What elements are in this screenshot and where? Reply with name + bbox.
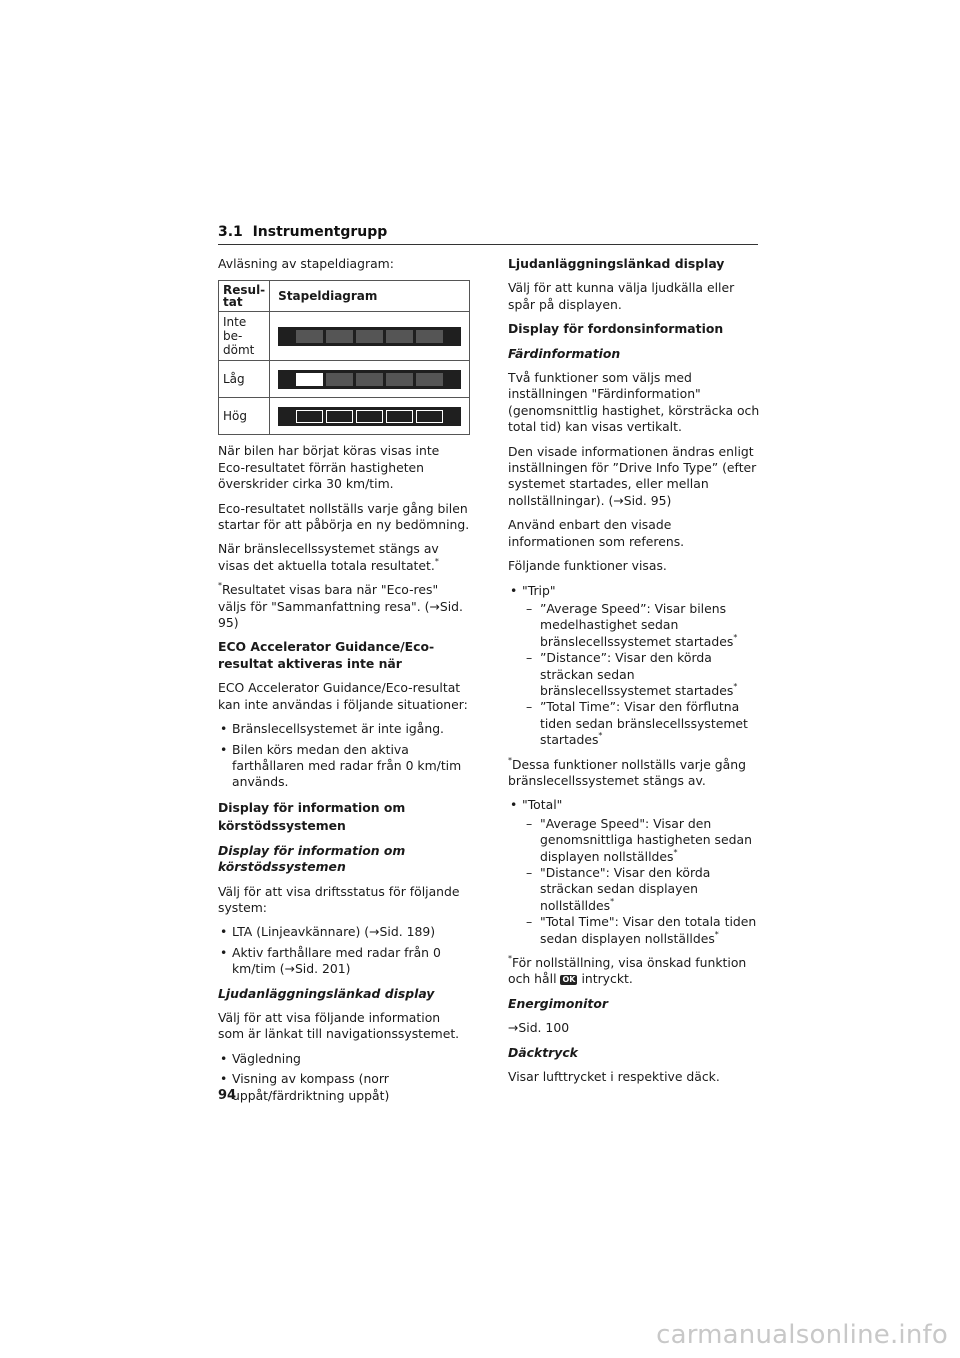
right-column bbox=[508, 256, 760, 1093]
list-item-text: "Total Time": Visar den totala tiden sedan displayen nollställdes bbox=[540, 914, 757, 946]
header-divider bbox=[218, 244, 758, 245]
list-item-total bbox=[508, 797, 760, 947]
bar-segment bbox=[386, 373, 413, 386]
list-item: • Vägledning bbox=[218, 1051, 470, 1067]
footnote-mark: * bbox=[673, 847, 678, 857]
bullet-list bbox=[508, 797, 760, 947]
bar-segment bbox=[416, 330, 443, 343]
list-item-text: ”Distance”: Visar den körda sträckan sedan bränslecellssystemet startades bbox=[540, 650, 734, 698]
footnote-mark: * bbox=[610, 896, 615, 906]
bar-segment-lit bbox=[296, 410, 323, 423]
paragraph: ECO Accelerator Guidance/Eco-resultat kan inte användas i följande situationer: bbox=[218, 680, 468, 712]
header-bar-chart: Stapeldiagram bbox=[270, 281, 470, 312]
list-item-trip bbox=[508, 583, 760, 749]
bar-segment bbox=[386, 330, 413, 343]
subheading-trip-info: Färdinformation bbox=[508, 345, 621, 361]
ok-button-icon: OK bbox=[562, 975, 576, 985]
footnote-text: För nollställning, visa önskad funktion och håll bbox=[508, 955, 747, 987]
list-item: • Visning av kompass (norr uppåt/färdriktning uppåt) bbox=[218, 1071, 470, 1104]
bullet-list bbox=[218, 721, 470, 791]
paragraph: Två funktioner som väljs med inställningen "Färdinformation" (genomsnittlig hastighet, körsträcka och total tid) kan visas vertikalt. bbox=[508, 370, 760, 435]
subheading-tire-pressure: Däcktryck bbox=[508, 1044, 578, 1060]
bar-segment-lit bbox=[296, 373, 323, 386]
paragraph: Välj för att kunna välja ljudkälla eller spår på displayen. bbox=[508, 280, 735, 312]
paragraph: Välj för att visa följande information som är länkat till navigationssystemet. bbox=[218, 1009, 460, 1042]
bar-not-rated bbox=[270, 312, 470, 361]
list-item-text: ”Total Time”: Visar den förflutna tiden sedan bränslecellssystemet startades bbox=[540, 699, 748, 748]
paragraph: Välj för att visa driftsstatus för följande system: bbox=[218, 883, 460, 915]
list-item bbox=[522, 914, 760, 947]
heading-eco-inactive: ECO Accelerator Guidance/Eco-resultat aktiveras inte när bbox=[218, 639, 435, 671]
bar-graph bbox=[278, 370, 461, 389]
watermark: carmanualsonline.info bbox=[656, 1320, 948, 1350]
list-item bbox=[522, 865, 760, 914]
footnote-text: Resultatet visas bara när "Eco-res" väljs för "Sammanfattning resa". (→Sid. 95) bbox=[218, 582, 463, 631]
list-item: • Bilen körs medan den aktiva farthållaren med radar från 0 km/tim används. bbox=[218, 742, 470, 791]
table-row bbox=[219, 398, 470, 435]
footnote-mark: * bbox=[218, 581, 222, 591]
footnote bbox=[218, 582, 470, 631]
section-title bbox=[218, 224, 758, 240]
left-column bbox=[218, 256, 470, 1112]
footnote-mark: * bbox=[508, 954, 512, 964]
list-item bbox=[522, 650, 760, 699]
list-item bbox=[522, 816, 760, 865]
page-number: 94 bbox=[218, 1088, 237, 1103]
list-item-label: "Total" bbox=[522, 797, 563, 813]
row-label-not-rated: Inte be- dömt bbox=[219, 312, 270, 361]
table-row bbox=[219, 312, 470, 361]
bar-segment bbox=[326, 330, 353, 343]
bar-segment-lit bbox=[386, 410, 413, 423]
bar-segment bbox=[326, 373, 353, 386]
footnote-mark: * bbox=[714, 929, 719, 939]
bar-segment-lit bbox=[356, 410, 383, 423]
page-reference: →Sid. 100 bbox=[508, 1020, 570, 1036]
paragraph: Eco-resultatet nollställs varje gång bilen startar för att påbörja en ny bedömning. bbox=[218, 500, 470, 533]
paragraph-text: När bränslecellssystemet stängs av visas det aktuella totala resultatet. bbox=[218, 541, 439, 573]
paragraph: Använd enbart den visade informationen som referens. bbox=[508, 517, 685, 549]
list-item-text: "Average Speed": Visar den genomsnittliga hastigheten sedan displayen nollställdes bbox=[540, 815, 752, 864]
list-item-label: "Trip" bbox=[522, 582, 556, 598]
footnote-text: intryckt. bbox=[581, 971, 633, 987]
subheading-driving-support: Display för information om körstödssystemen bbox=[218, 842, 406, 875]
list-item-text: ”Average Speed”: Visar bilens medelhastighet sedan bränslecellssystemet startades bbox=[540, 600, 734, 649]
paragraph: När bilen har börjat köras visas inte Eco-resultatet förrän hastigheten överskrider cirka 30 km/tim. bbox=[218, 443, 440, 492]
list-item bbox=[522, 601, 760, 650]
list-item: • Aktiv farthållare med radar från 0 km/tim (→Sid. 201) bbox=[218, 945, 470, 978]
subheading-audio-linked: Ljudanläggningslänkad display bbox=[218, 985, 435, 1001]
bar-segment bbox=[296, 330, 323, 343]
section-name: Instrumentgrupp bbox=[252, 224, 388, 240]
list-item: • LTA (Linjeavkännare) (→Sid. 189) bbox=[218, 924, 470, 940]
bar-segment-lit bbox=[326, 410, 353, 423]
footnote-text: Dessa funktioner nollställs varje gång bränslecellssystemet stängs av. bbox=[508, 756, 746, 788]
bar-segment-lit bbox=[416, 410, 443, 423]
list-item: • Bränslecellsystemet är inte igång. bbox=[218, 721, 470, 737]
paragraph: Den visade informationen ändras enligt inställningen för ”Drive Info Type” (efter systemet startades, eller mellan nollställningar). (→Sid. 95) bbox=[508, 443, 757, 508]
row-label-low: Låg bbox=[219, 361, 270, 398]
footnote-mark: * bbox=[733, 632, 738, 642]
paragraph: Följande funktioner visas. bbox=[508, 558, 667, 574]
bar-segment bbox=[356, 330, 383, 343]
dash-list bbox=[522, 601, 760, 749]
bar-high bbox=[270, 398, 470, 435]
table-header-row bbox=[219, 281, 470, 312]
heading-driving-support: Display för information om körstödssystemen bbox=[218, 799, 406, 833]
page-header bbox=[218, 224, 758, 240]
eco-score-table bbox=[218, 280, 470, 435]
bullet-list bbox=[508, 583, 760, 749]
heading-audio-linked: Ljudanläggningslänkad display bbox=[508, 256, 725, 271]
table-intro: Avläsning av stapeldiagram: bbox=[218, 256, 394, 271]
footnote-mark: * bbox=[434, 556, 439, 566]
list-item-text: "Distance": Visar den körda sträckan sedan displayen nollställdes bbox=[540, 865, 711, 913]
footnote bbox=[508, 955, 760, 988]
bar-low bbox=[270, 361, 470, 398]
footnote-mark: * bbox=[598, 731, 603, 741]
bar-graph bbox=[278, 327, 461, 346]
bar-graph bbox=[278, 407, 461, 426]
paragraph bbox=[218, 541, 470, 574]
bullet-list bbox=[218, 924, 470, 977]
bar-segment bbox=[356, 373, 383, 386]
section-number: 3.1 bbox=[218, 224, 243, 240]
header-result: Resul- tat bbox=[219, 281, 270, 312]
heading-vehicle-info: Display för fordonsinformation bbox=[508, 321, 724, 337]
subheading-energy-monitor: Energimonitor bbox=[508, 995, 608, 1011]
footnote bbox=[508, 757, 760, 790]
paragraph: Visar lufttrycket i respektive däck. bbox=[508, 1069, 720, 1085]
bullet-list bbox=[218, 1051, 470, 1104]
dash-list bbox=[522, 816, 760, 947]
row-label-high: Hög bbox=[219, 398, 270, 435]
bar-segment bbox=[416, 373, 443, 386]
footnote-mark: * bbox=[733, 681, 738, 691]
table-row bbox=[219, 361, 470, 398]
footnote-mark: * bbox=[508, 755, 512, 765]
list-item bbox=[522, 699, 760, 748]
